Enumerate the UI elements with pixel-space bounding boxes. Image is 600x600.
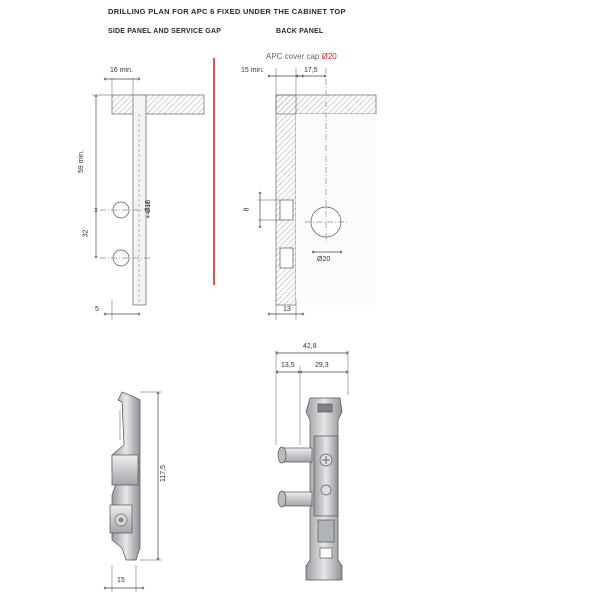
side-vertical-mid-dim: 32 bbox=[82, 229, 90, 238]
back-left-dim: 15 min. bbox=[241, 67, 264, 74]
side-hole-diameter-dim: Ø15 bbox=[145, 199, 153, 214]
cover-cap-label bbox=[266, 52, 337, 61]
hinge-right-dim: 29,3 bbox=[315, 362, 329, 369]
hinge-front-view bbox=[276, 350, 348, 580]
back-right-dim: 17,5 bbox=[304, 67, 318, 74]
drawing-title: DRILLING PLAN FOR APC 6 FIXED UNDER THE CABINET TOP bbox=[108, 7, 346, 16]
hinge-bottom-dim: 15 bbox=[117, 577, 125, 584]
hinge-left-dim: 13,5 bbox=[281, 362, 295, 369]
back-slot-lower bbox=[280, 248, 293, 268]
back-bottom-dim: 13 bbox=[283, 306, 291, 313]
back-view bbox=[258, 68, 376, 320]
hinge-height-dim: 117,5 bbox=[160, 465, 167, 482]
hinge-overall-dim: 42,8 bbox=[303, 343, 317, 350]
hinge-side-profile bbox=[104, 392, 162, 592]
back-hole-height-dim: 8 bbox=[243, 207, 251, 212]
side-top-dim: 16 min. bbox=[110, 67, 133, 74]
back-slot-upper bbox=[280, 200, 293, 220]
cover-cap-diameter: Ø20 bbox=[321, 52, 337, 61]
side-panel-heading: SIDE PANEL AND SERVICE GAP bbox=[108, 28, 222, 35]
back-hole-diameter-dim: Ø20 bbox=[317, 256, 331, 263]
side-bottom-dim: 5 bbox=[95, 306, 99, 313]
cover-cap-text: APC cover cap bbox=[266, 52, 320, 61]
side-vertical-top-dim: 59 min. bbox=[77, 150, 85, 173]
back-panel-heading: BACK PANEL bbox=[276, 28, 324, 35]
